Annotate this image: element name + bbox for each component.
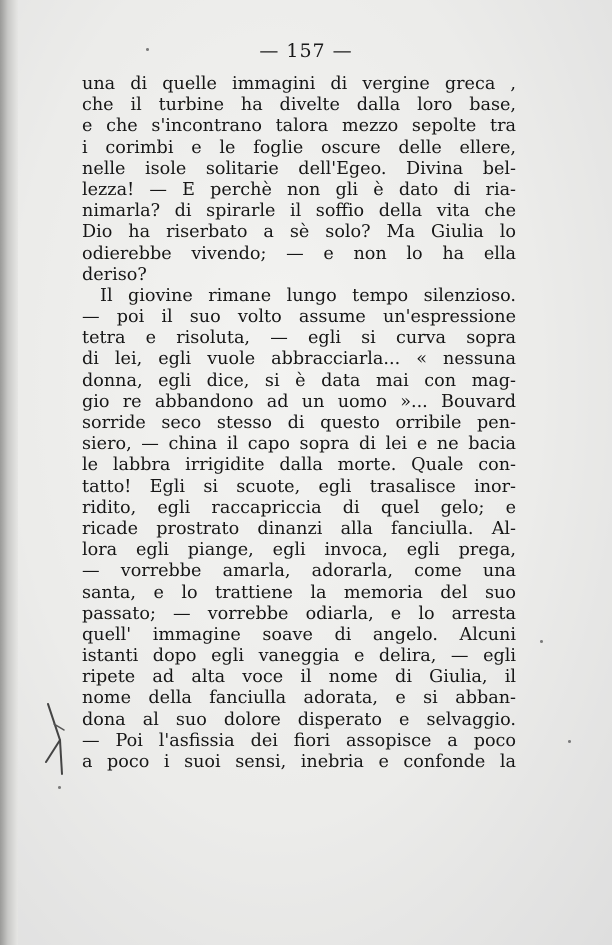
text-line: i corimbi e le foglie oscure delle ellere, [82,137,516,158]
text-line: a poco i suoi sensi, inebria e confonde la [82,752,516,772]
text-line: nelle isole solitarie dell'Egeo. Divina bel- [82,158,516,179]
paper-speck [568,740,571,743]
text-line: ridito, egli raccapriccia di quel gelo; e [82,497,516,518]
text-line: deriso? [82,264,147,285]
text-line: lora egli piange, egli invoca, egli prega, [82,540,516,561]
text-line: nimarla? di spirarle il soffio della vita che [82,201,516,222]
text-line: siero, — china il capo sopra di lei e ne bacia [82,434,516,455]
text-line: passato; — vorrebbe odiarla, e lo arresta [82,603,516,624]
pencil-margin-mark [40,700,80,780]
text-line: tetra e risoluta, — egli si curva sopra [82,328,516,349]
text-line: istanti dopo egli vaneggia e delira, — egli [82,646,516,667]
text-line: le labbra irrigidite dalla morte. Quale con- [82,455,516,476]
text-line: sorride seco stesso di questo orribile pen- [82,413,516,433]
text-line: donna, egli dice, si è data mai con mag- [82,370,516,391]
text-line: nome della fanciulla adorata, e si abban- [82,688,516,709]
text-line: ricade prostrato dinanzi alla fanciulla. Al- [82,518,516,539]
paper-speck [540,640,543,643]
text-line: santa, e lo trattiene la memoria del suo [82,582,516,603]
text-line: tatto! Egli si scuote, egli trasalisce inor- [82,476,516,497]
text-line: quell' immagine soave di angelo. Alcuni [82,624,516,645]
text-line: lezza! — E perchè non gli è dato di ria- [82,179,516,200]
text-line: una di quelle immagini di vergine greca , [82,74,516,94]
text-line: Dio ha riserbato a sè solo? Ma Giulia lo [82,222,516,243]
text-line: che il turbine ha divelte dalla loro base, [82,95,516,116]
text-line: di lei, egli vuole abbracciarla... « nessuna [82,349,516,370]
text-line: odierebbe vivendo; — e non lo ha ella [82,243,516,264]
text-line: — Poi l'asfissia dei fiori assopisce a poco [82,730,516,751]
text-line: ripete ad alta voce il nome di Giulia, il [82,667,516,688]
body-text [82,74,516,773]
paper-speck [58,786,61,789]
page-gutter-shadow [0,0,18,945]
text-line: gio re abbandono ad un uomo »... Bouvard [82,391,516,412]
text-line: Il giovine rimane lungo tempo silenzioso. [100,285,516,306]
page-number: — 157 — [259,40,353,62]
text-line: — vorrebbe amarla, adorarla, come una [82,561,516,582]
text-line: e che s'incontrano talora mezzo sepolte tra [82,116,516,137]
text-line: — poi il suo volto assume un'espressione [82,307,516,328]
text-line: dona al suo dolore disperato e selvaggio. [82,709,516,730]
paper-speck [146,48,149,51]
